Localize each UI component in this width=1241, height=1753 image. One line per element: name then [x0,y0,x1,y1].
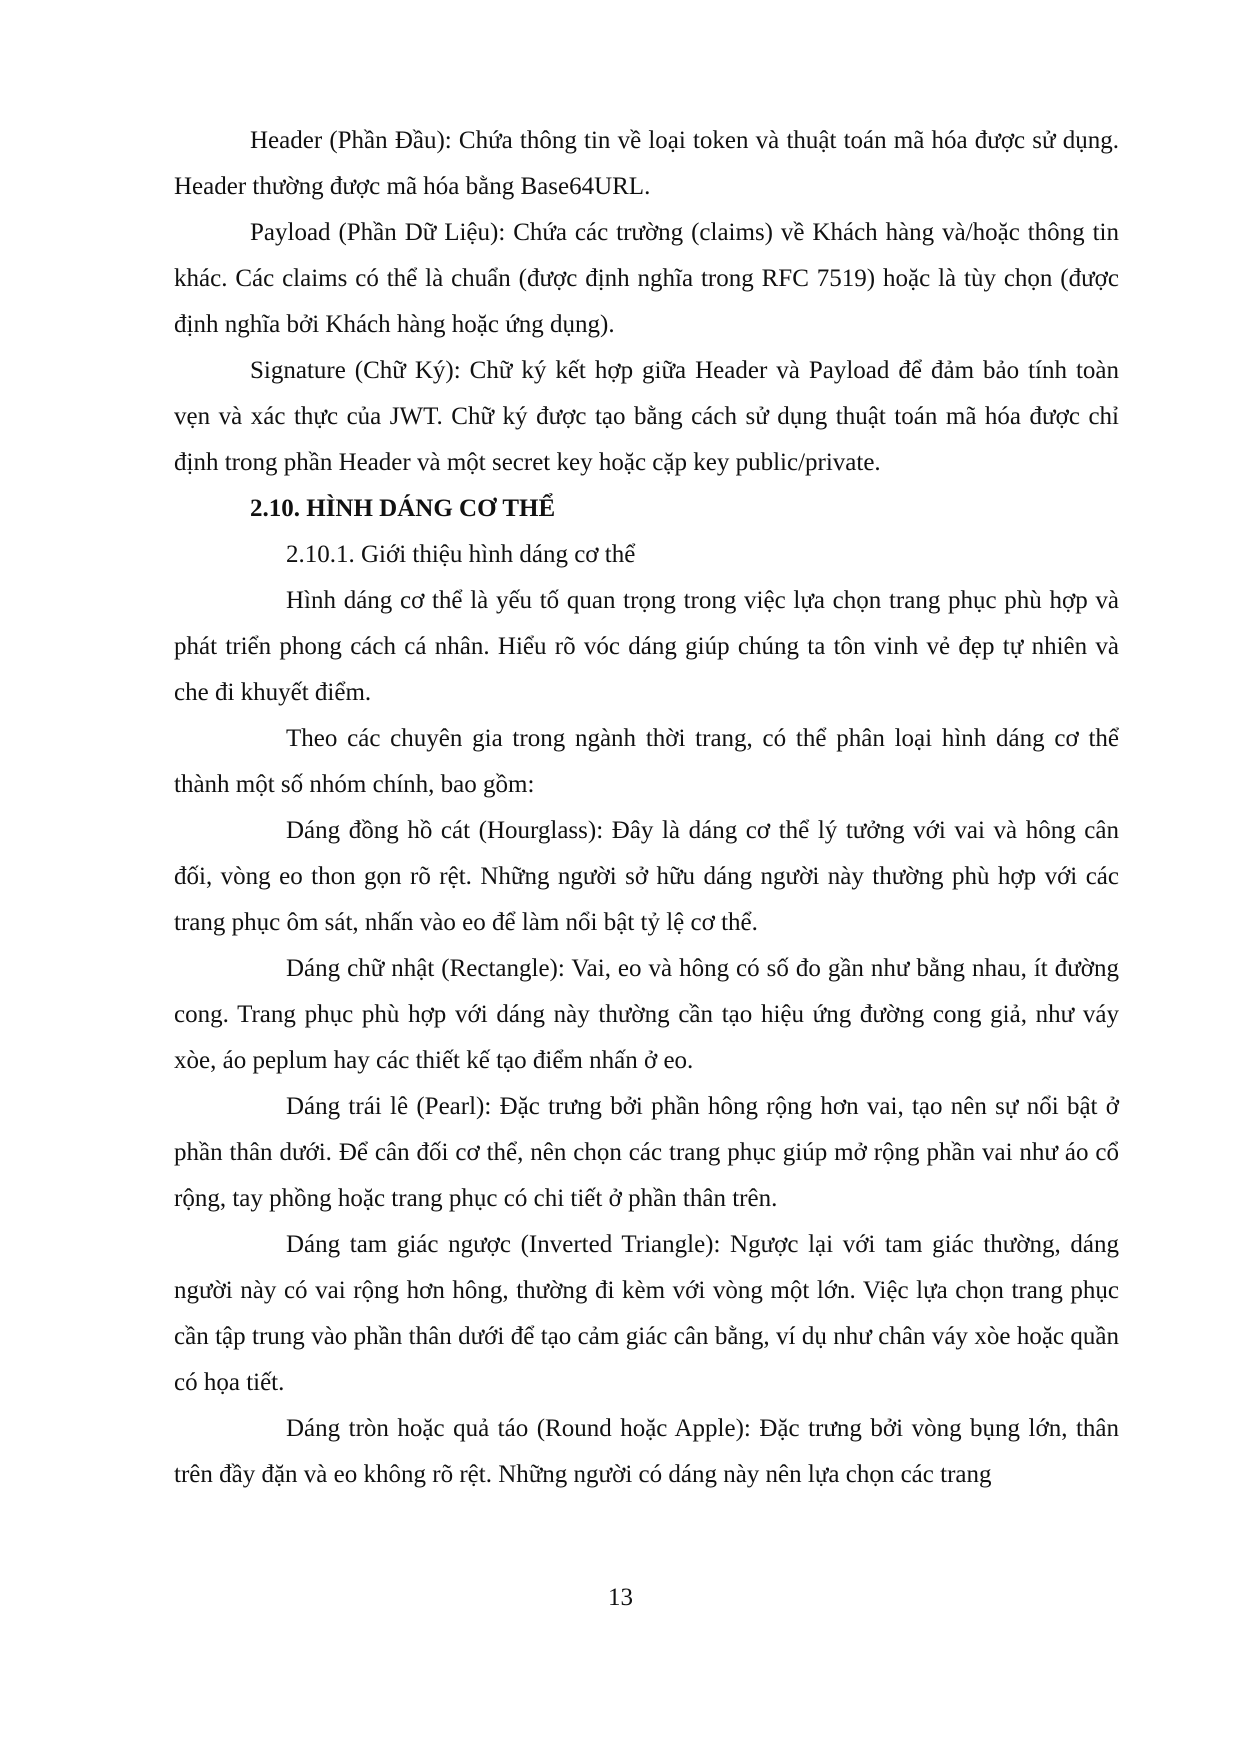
paragraph-hourglass: Dáng đồng hồ cát (Hourglass): Đây là dáng cơ thể lý tưởng với vai và hông cân đối, vòng eo thon gọn rõ rệt. Những người sở hữu dáng người này thường phù hợp với các trang phục ôm sát, nhấn vào eo để làm nổi bật tỷ lệ cơ thể. [174,817,1119,936]
paragraph-signature: Signature (Chữ Ký): Chữ ký kết hợp giữa Header và Payload để đảm bảo tính toàn vẹn và xác thực của JWT. Chữ ký được tạo bằng cách sử dụng thuật toán mã hóa được chỉ định trong phần Header và một secret key hoặc cặp key public/private. [174,357,1119,476]
paragraph-pear: Dáng trái lê (Pearl): Đặc trưng bởi phần hông rộng hơn vai, tạo nên sự nổi bật ở phần thân dưới. Để cân đối cơ thể, nên chọn các trang phục giúp mở rộng phần vai như áo cổ rộng, tay phồng hoặc trang phục có chi tiết ở phần thân trên. [174,1093,1119,1212]
paragraph-experts: Theo các chuyên gia trong ngành thời trang, có thể phân loại hình dáng cơ thể thành một số nhóm chính, bao gồm: [174,725,1119,798]
page-number: 13 [608,1584,633,1611]
paragraph-payload: Payload (Phần Dữ Liệu): Chứa các trường (claims) về Khách hàng và/hoặc thông tin khác. Các claims có thể là chuẩn (được định nghĩa trong RFC 7519) hoặc là tùy chọn (được định nghĩa bởi Khách hàng hoặc ứng dụng). [174,219,1119,338]
section-subheading: 2.10.1. Giới thiệu hình dáng cơ thể [286,541,636,568]
paragraph-header: Header (Phần Đầu): Chứa thông tin về loại token và thuật toán mã hóa được sử dụng. Header thường được mã hóa bằng Base64URL. [174,127,1119,200]
section-heading: 2.10. HÌNH DÁNG CƠ THỂ [250,495,556,522]
paragraph-inverted-triangle: Dáng tam giác ngược (Inverted Triangle): Ngược lại với tam giác thường, dáng người này có vai rộng hơn hông, thường đi kèm với vòng một lớn. Việc lựa chọn trang phục cần tập trung vào phần thân dưới để tạo cảm giác cân bằng, ví dụ như chân váy xòe hoặc quần có họa tiết. [174,1231,1119,1396]
paragraph-intro: Hình dáng cơ thể là yếu tố quan trọng trong việc lựa chọn trang phục phù hợp và phát triển phong cách cá nhân. Hiểu rõ vóc dáng giúp chúng ta tôn vinh vẻ đẹp tự nhiên và che đi khuyết điểm. [174,587,1119,706]
paragraph-rectangle: Dáng chữ nhật (Rectangle): Vai, eo và hông có số đo gần như bằng nhau, ít đường cong. Trang phục phù hợp với dáng này thường cần tạo hiệu ứng đường cong giả, như váy xòe, áo peplum hay các thiết kế tạo điểm nhấn ở eo. [174,955,1119,1074]
paragraph-round: Dáng tròn hoặc quả táo (Round hoặc Apple): Đặc trưng bởi vòng bụng lớn, thân trên đầy đặn và eo không rõ rệt. Những người có dáng này nên lựa chọn các trang [174,1415,1119,1488]
page-content [174,118,1119,1498]
